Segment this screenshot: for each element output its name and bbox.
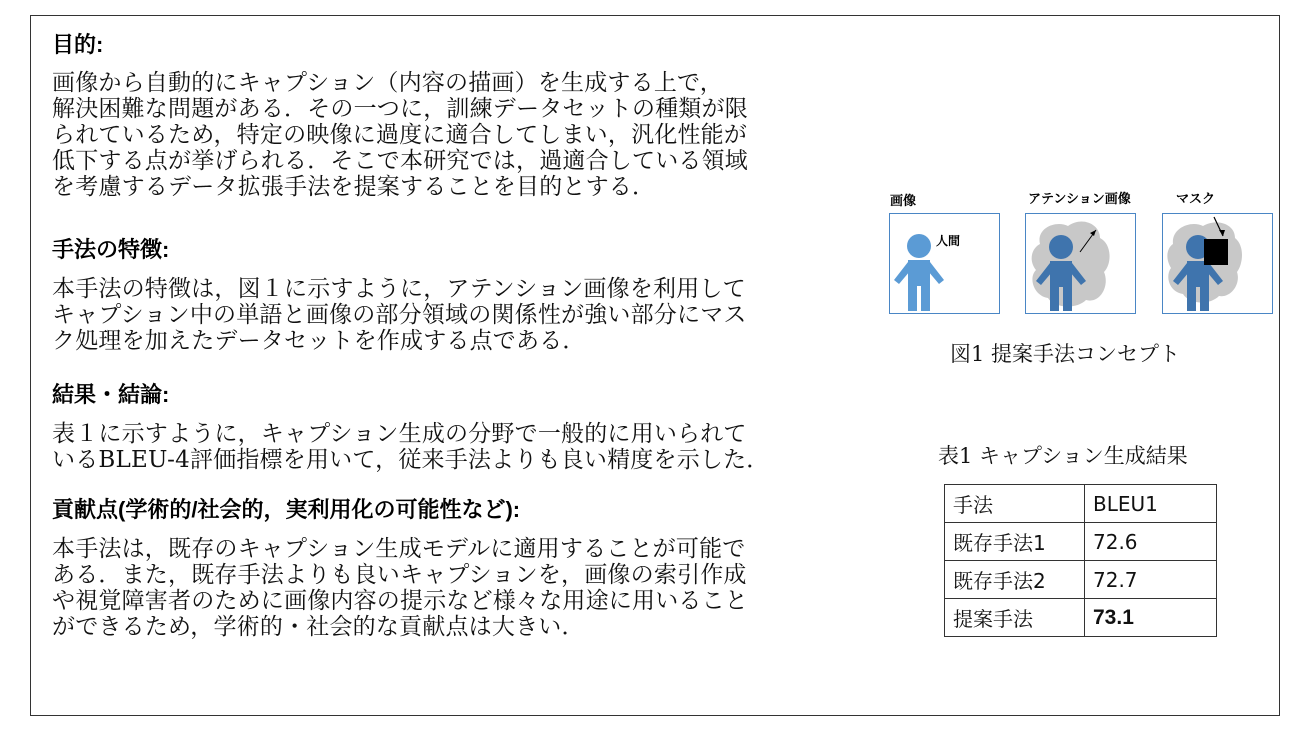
annotation-human: 人間 — [936, 234, 961, 248]
results-table — [944, 484, 1217, 637]
table-cell: 既存手法1 — [945, 523, 1085, 561]
table-header-row — [945, 485, 1217, 523]
text-line: 本手法の特徴は，図１に示すように，アテンション画像を利用して — [52, 276, 746, 302]
text-line: 解決困難な問題がある．その一つに，訓練データセットの種類が限 — [52, 96, 748, 122]
attention-panel — [1025, 213, 1136, 314]
section-purpose — [52, 30, 748, 200]
table-cell-best: 73.1 — [1085, 599, 1217, 637]
text-line: や視覚障害者のために画像内容の提示など様々な用途に用いること — [52, 588, 748, 614]
image-panel — [889, 213, 1000, 314]
section-method — [52, 235, 747, 354]
table-cell: 既存手法2 — [945, 561, 1085, 599]
masked-person-icon — [1163, 214, 1271, 312]
section-body — [52, 421, 770, 473]
table-caption: 表1 キャプション生成結果 — [938, 444, 1188, 468]
section-heading: 目的: — [52, 32, 104, 57]
text-line: 本手法は，既存のキャプション生成モデルに適用することが可能で — [52, 536, 746, 562]
section-heading: 貢献点(学術的/社会的，実利用化の可能性など): — [52, 497, 521, 522]
figure-caption: 図1 提案手法コンセプト — [950, 342, 1181, 366]
panel-label-mask: マスク — [1176, 191, 1216, 206]
table-cell: 72.6 — [1085, 523, 1217, 561]
section-body — [52, 536, 748, 640]
text-line: ができるため，学術的・社会的な貢献点は大きい． — [52, 614, 585, 640]
section-results — [52, 380, 770, 473]
table-row — [945, 523, 1217, 561]
section-body — [52, 70, 748, 200]
section-body — [52, 276, 747, 354]
text-line: ある．また，既存手法よりも良いキャプションを，画像の索引作成 — [52, 562, 747, 588]
text-line: キャプション中の単語と画像の部分領域の関係性が強い部分にマス — [52, 302, 747, 328]
text-line: いるBLEU-4評価指標を用いて，従来手法よりも良い精度を示した． — [52, 447, 770, 473]
table-row — [945, 599, 1217, 637]
text-line: ク処理を加えたデータセットを作成する点である． — [52, 328, 586, 354]
table-header-cell: BLEU1 — [1085, 485, 1217, 523]
section-heading: 結果・結論: — [52, 382, 170, 407]
person-icon — [890, 214, 998, 312]
text-line: られているため，特定の映像に過度に適合してしまい，汎化性能が — [52, 122, 748, 148]
table-header-cell: 手法 — [945, 485, 1085, 523]
mask-square — [1204, 239, 1228, 265]
text-line: を考慮するデータ拡張手法を提案することを目的とする． — [52, 174, 656, 200]
concept-figure — [884, 185, 1284, 366]
table-row — [945, 561, 1217, 599]
text-line: 表１に示すように，キャプション生成の分野で一般的に用いられて — [52, 421, 747, 447]
table-cell: 72.7 — [1085, 561, 1217, 599]
section-heading: 手法の特徴: — [52, 237, 170, 262]
text-line: 画像から自動的にキャプション（内容の描画）を生成する上で， — [52, 70, 723, 96]
panel-label-image: 画像 — [890, 193, 917, 208]
mask-panel — [1162, 213, 1273, 314]
panel-label-attention: アテンション画像 — [1028, 191, 1131, 206]
section-contribution — [52, 495, 748, 640]
table-cell: 提案手法 — [945, 599, 1085, 637]
attention-person-icon — [1026, 214, 1134, 312]
text-line: 低下する点が挙げられる．そこで本研究では，過適合している領域 — [52, 148, 748, 174]
